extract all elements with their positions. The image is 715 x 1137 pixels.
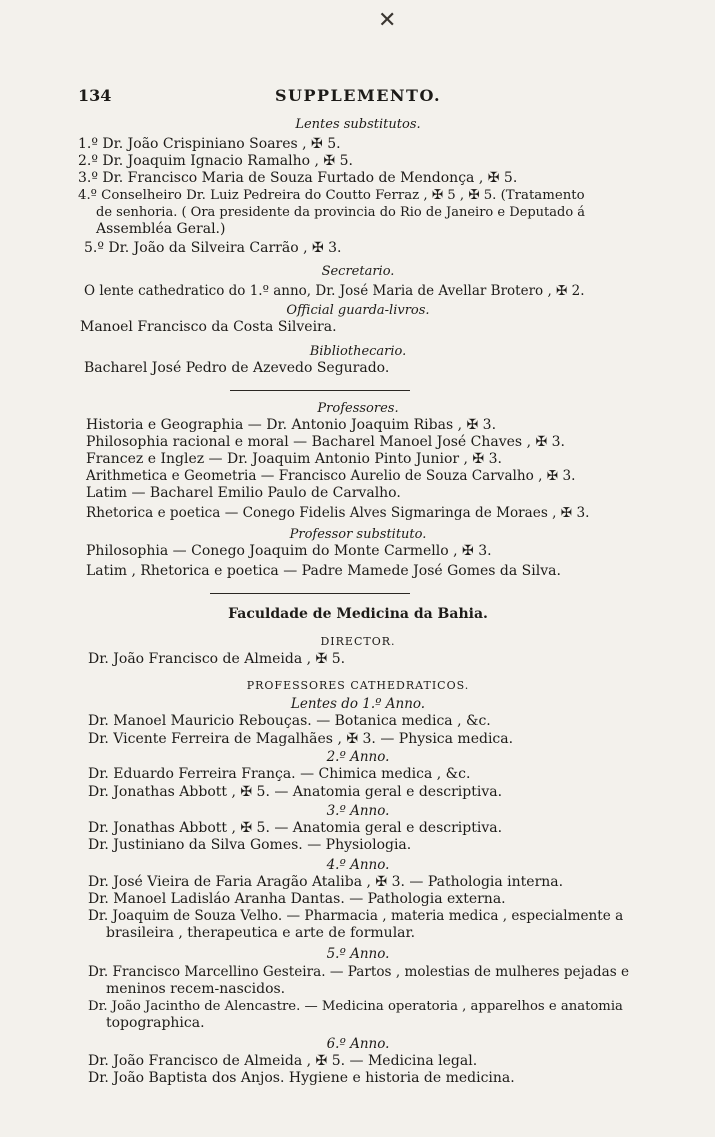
list-item: Dr. João Jacintho de Alencastre. — Medicina operatoria , apparelhos e anatomia: [88, 999, 623, 1014]
guarda-livros-name: Manoel Francisco da Costa Silveira.: [80, 319, 337, 335]
anno2-heading: 2.º Anno.: [326, 749, 390, 765]
bibliothecario-name: Bacharel José Pedro de Azevedo Segurado.: [84, 360, 390, 376]
lentes-substitutos-heading: Lentes substitutos.: [295, 117, 421, 132]
divider: [230, 390, 410, 391]
list-item: Latim — Bacharel Emilio Paulo de Carvalho.: [86, 485, 401, 501]
running-title: SUPPLEMENTO.: [274, 86, 442, 105]
list-item: Dr. Francisco Marcellino Gesteira. — Partos , molestias de mulheres pejadas e: [88, 964, 630, 980]
secretario-heading: Secretario.: [321, 264, 395, 279]
list-item: Dr. Manoel Ladisláo Aranha Dantas. — Pathologia externa.: [88, 891, 506, 907]
list-item: Philosophia racional e moral — Bacharel Manoel José Chaves , ✠ 3.: [86, 434, 566, 450]
director-heading: DIRECTOR.: [320, 635, 396, 648]
list-item: 4.º Conselheiro Dr. Luiz Pedreira do Coutto Ferraz , ✠ 5 , ✠ 5. (Tratamento: [78, 188, 585, 203]
page-number: 134: [78, 86, 112, 105]
list-item: Dr. Eduardo Ferreira França. — Chimica medica , &c.: [88, 766, 471, 782]
list-item: 3.º Dr. Francisco Maria de Souza Furtado de Mendonça , ✠ 5.: [78, 170, 518, 186]
list-item: Historia e Geographia — Dr. Antonio Joaquim Ribas , ✠ 3.: [86, 417, 497, 433]
anno5-heading: 5.º Anno.: [326, 946, 390, 962]
list-item: brasileira , therapeutica e arte de formular.: [106, 925, 416, 941]
list-item: Philosophia — Conego Joaquim do Monte Carmello , ✠ 3.: [86, 543, 492, 559]
list-item: Dr. João Baptista dos Anjos. Hygiene e historia de medicina.: [88, 1070, 515, 1086]
page-header: [78, 86, 638, 108]
list-item: Dr. Jonathas Abbott , ✠ 5. — Anatomia geral e descriptiva.: [88, 784, 503, 800]
anno3-heading: 3.º Anno.: [326, 803, 390, 819]
list-item: Dr. Vicente Ferreira de Magalhães , ✠ 3. — Physica medica.: [88, 731, 514, 747]
list-item: Rhetorica e poetica — Conego Fidelis Alves Sigmaringa de Moraes , ✠ 3.: [86, 505, 590, 521]
list-item: Francez e Inglez — Dr. Joaquim Antonio Pinto Junior , ✠ 3.: [86, 451, 502, 467]
guarda-livros-heading: Official guarda-livros.: [286, 303, 430, 318]
professores-heading: Professores.: [317, 401, 399, 416]
list-item: 1.º Dr. João Crispiniano Soares , ✠ 5.: [78, 136, 341, 152]
anno1-heading: Lentes do 1.º Anno.: [290, 696, 426, 712]
professores-cathedraticos-heading: PROFESSORES CATHEDRATICOS.: [246, 679, 470, 692]
list-item: Dr. Joaquim de Souza Velho. — Pharmacia , materia medica , especialmente a: [88, 908, 624, 924]
list-item: topographica.: [106, 1015, 205, 1031]
list-item: 2.º Dr. Joaquim Ignacio Ramalho , ✠ 5.: [78, 153, 353, 169]
list-item: Dr. Manoel Mauricio Rebouças. — Botanica medica , &c.: [88, 713, 491, 729]
list-item: Arithmetica e Geometria — Francisco Aurelio de Souza Carvalho , ✠ 3.: [86, 468, 576, 484]
section-title: Faculdade de Medicina da Bahia.: [228, 606, 488, 622]
list-item: Dr. José Vieira de Faria Aragão Ataliba , ✠ 3. — Pathologia interna.: [88, 874, 564, 890]
pen-mark: ✕: [378, 8, 397, 33]
secretario-name: O lente cathedratico do 1.º anno, Dr. José Maria de Avellar Brotero , ✠ 2.: [84, 283, 585, 299]
list-item: meninos recem-nascidos.: [106, 981, 286, 997]
bibliothecario-heading: Bibliothecario.: [309, 344, 407, 359]
list-item: Dr. João Francisco de Almeida , ✠ 5. — Medicina legal.: [88, 1053, 478, 1069]
list-item: Assembléa Geral.): [96, 221, 226, 237]
professor-substituto-heading: Professor substituto.: [289, 527, 427, 542]
anno4-heading: 4.º Anno.: [326, 857, 390, 873]
list-item: Dr. Jonathas Abbott , ✠ 5. — Anatomia geral e descriptiva.: [88, 820, 503, 836]
divider: [210, 593, 410, 594]
list-item: Dr. Justiniano da Silva Gomes. — Physiologia.: [88, 837, 412, 853]
list-item: de senhoria. ( Ora presidente da provincia do Rio de Janeiro e Deputado á: [96, 205, 586, 220]
list-item: 5.º Dr. João da Silveira Carrão , ✠ 3.: [84, 240, 342, 256]
director-name: Dr. João Francisco de Almeida , ✠ 5.: [88, 651, 346, 667]
list-item: Latim , Rhetorica e poetica — Padre Mamede José Gomes da Silva.: [86, 563, 561, 579]
anno6-heading: 6.º Anno.: [326, 1036, 390, 1052]
